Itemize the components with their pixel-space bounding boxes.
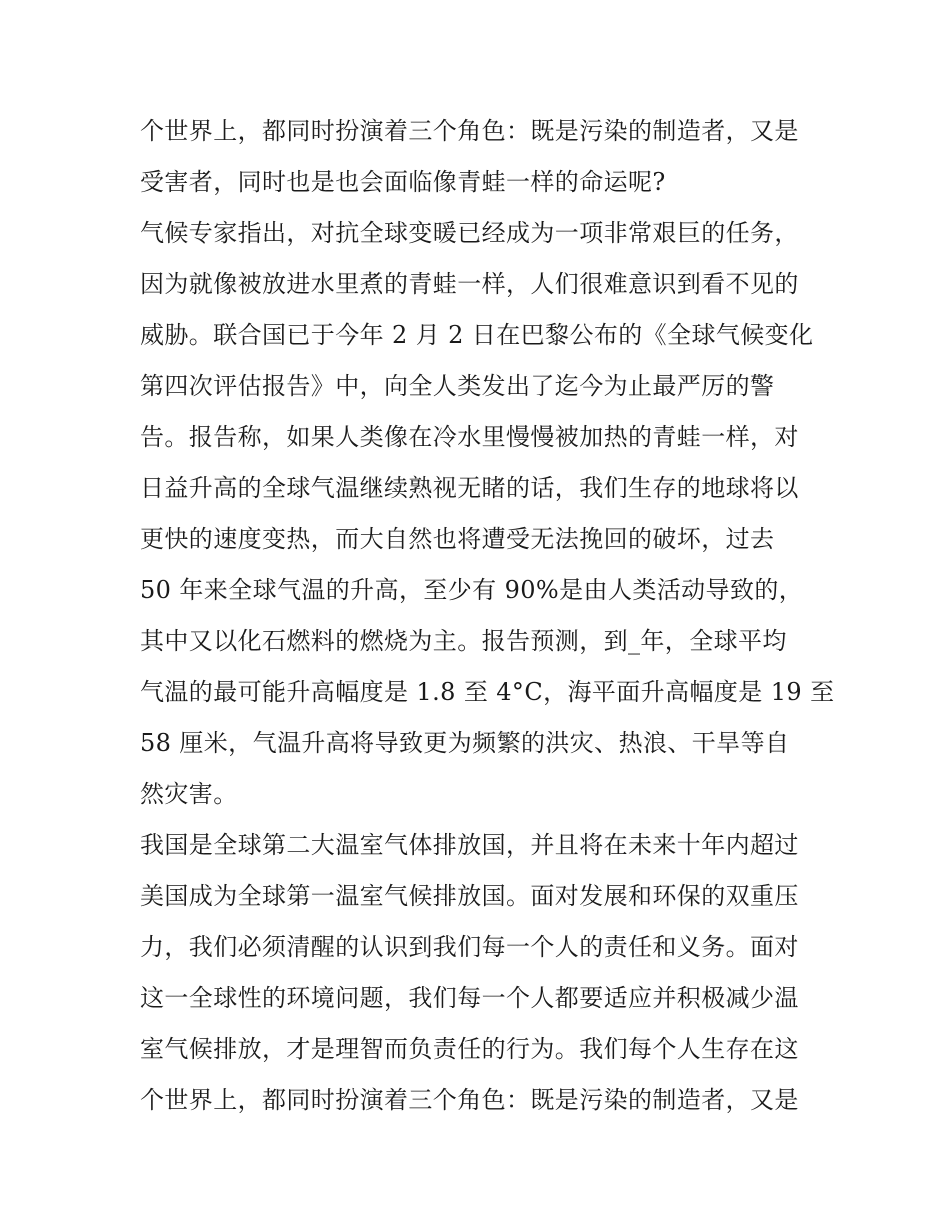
text-line: 我国是全球第二大温室气体排放国，并且将在未来十年内超过 — [140, 831, 799, 859]
text-line: 个世界上，都同时扮演着三个角色：既是污染的制造者，又是 — [140, 1086, 799, 1114]
text-line: 58 厘米，气温升高将导致更为频繁的洪灾、热浪、干旱等自 — [140, 729, 790, 757]
text-line: 然灾害。 — [140, 780, 238, 808]
text-line: 第四次评估报告》中，向全人类发出了迄今为止最严厉的警 — [140, 372, 775, 400]
text-line: 力，我们必须清醒的认识到我们每一个人的责任和义务。面对 — [140, 933, 799, 961]
text-line: 这一全球性的环境问题，我们每一个人都要适应并积极减少温 — [140, 984, 799, 1012]
text-line: 美国成为全球第一温室气候排放国。面对发展和环保的双重压 — [140, 882, 799, 910]
text-line: 更快的速度变热，而大自然也将遭受无法挽回的破坏，过去 — [140, 525, 775, 553]
text-line: 气候专家指出，对抗全球变暖已经成为一项非常艰巨的任务， — [140, 219, 799, 247]
text-line: 告。报告称，如果人类像在冷水里慢慢被加热的青蛙一样，对 — [140, 423, 799, 451]
text-line: 日益升高的全球气温继续熟视无睹的话，我们生存的地球将以 — [140, 474, 799, 502]
text-line: 室气候排放，才是理智而负责任的行为。我们每个人生存在这 — [140, 1035, 799, 1063]
text-line: 威胁。联合国已于今年 2 月 2 日在巴黎公布的《全球气候变化 — [140, 321, 814, 349]
text-line: 因为就像被放进水里煮的青蛙一样，人们很难意识到看不见的 — [140, 270, 799, 298]
text-line: 气温的最可能升高幅度是 1.8 至 4°C，海平面升高幅度是 19 至 — [140, 678, 835, 706]
text-line: 受害者，同时也是也会面临像青蛙一样的命运呢? — [140, 168, 666, 196]
text-line: 其中又以化石燃料的燃烧为主。报告预测，到_年，全球平均 — [140, 627, 787, 655]
text-line: 50 年来全球气温的升高，至少有 90%是由人类活动导致的， — [140, 576, 804, 604]
body-text — [140, 106, 835, 1126]
text-line: 个世界上，都同时扮演着三个角色：既是污染的制造者，又是 — [140, 117, 799, 145]
